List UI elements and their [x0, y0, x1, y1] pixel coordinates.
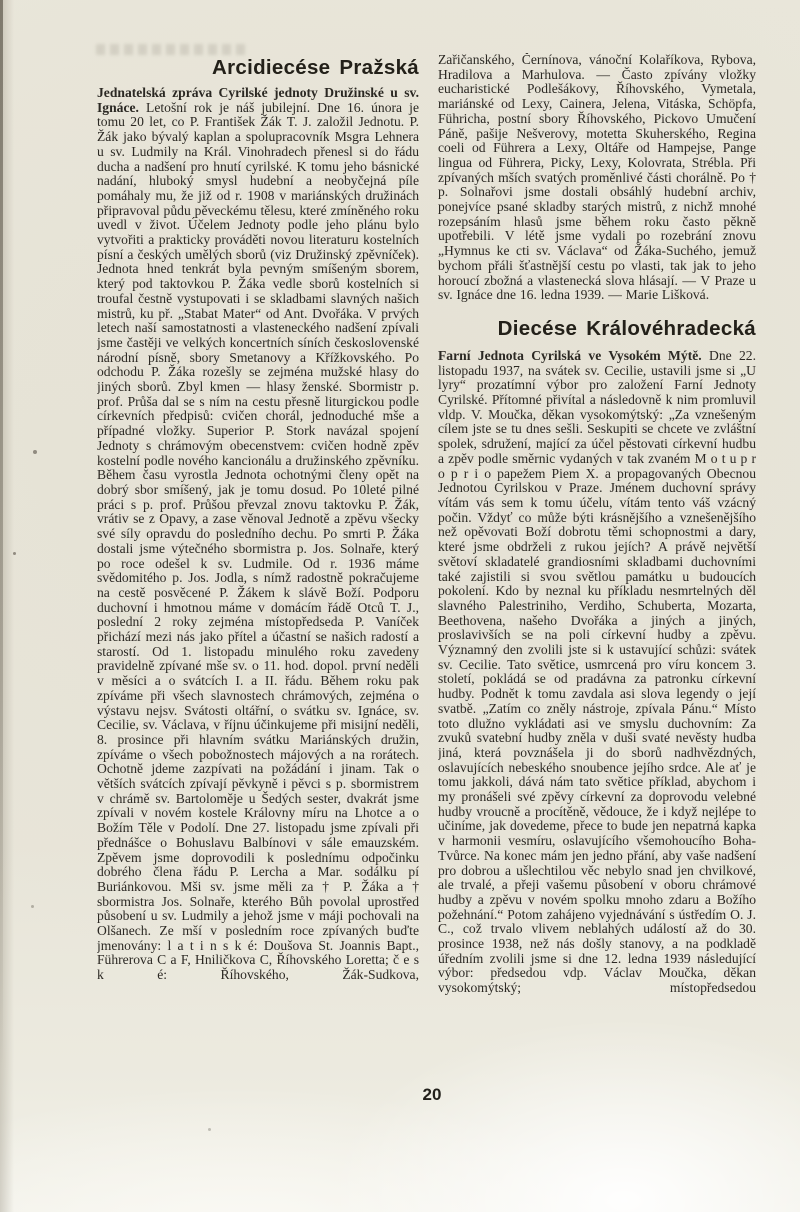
stain-speck [13, 552, 16, 555]
article-vysoke-myto-report [438, 349, 756, 996]
stain-speck [31, 905, 34, 908]
scan-edge-line [0, 0, 3, 1212]
ink-bleedthrough [96, 44, 246, 55]
article-body-text: Dne 22. listopadu 1937, na svátek sv. Cecilie, ustavili jsme si „U lyry“ prozatímní výbor pro založení Farní Jednoty Cyrilské. Přítomné přivítal a následovně k nim promluvil vldp. V. Moučka, děkan vysokomýtský: „Za vznešeným cílem jste se tu dnes sešli. Seskupiti se chcete ve zvláštní spolek, sdružení, mající za účel pěstovati církevní hudbu a zpěv podle směrnic vydaných v tak zvaném M o t u p r o p r i o papežem Piem X. a propagovaných Obecnou Jednotou Cyrilskou v Praze. Jménem duchovní správy vítám vás sem k tomu účelu, vítám tento váš vzácný počin. Vždyť co může býti krásnějšího a vznešenějšího než opěvovati Boží dobrotu těmi schopnostmi a dary, které jsme obdrželi z rukou jejích? A právě největší světoví skladatelé grandiosními skladbami duchovními také zajistili si svou světlou památku u budoucích pokolení. Kdo by neznal ku příkladu nesmrtelných děl slavného Palestriniho, Verdiho, Schuberta, Mozarta, Beethovena, našeho Dvořáka a jiných a jiných, proslavivších se na poli církevní hudby a zpěvu. Významný den zvolili jste si k ustavující schůzi: svátek sv. Cecilie. Tato světice, usmrcená pro víru koncem 3. století, pokládá se od pradávna za patronku církevní hudby. Podnět k tomu zavdala asi slova legendy o její svatbě. „Zatím co zněly nástroje, zpívala Pánu.“ Místo toto dlužno vykládati asi ve smyslu duchovním: Za zvuků svatební hudby zněla v duši svaté nevěsty hudba jiná, která povznášela ji do sborů nadhvězdných, oslavujících nebeského snoubence jejího srdce. Ale ať je tomu jakkoli, dává nám tato světice příklad, abychom i my pronášeli své zpěvy církevní za doprovodu velebné hudby vroucně a procítěně, vědouce, že i když nejlépe to učiníme, jak dovedeme, přece to bude jen nepatrná kapka v harmonii vesmíru, oslavujícího všemohoucího Boha-Tvůrce. Na konec mám jen jedno přání, aby vaše nadšení pro dobrou a ušlechtilou věc nebylo snad jen chvilkové, ale trvalé, a přeji vašemu působení v oboru chrámové hudby a zpěvu v novém spolku mnoho zdaru a Božího požehnání.“ Potom zahájeno vyjednávání s ústředím O. J. C., což trvalo vlivem neblahých událostí až do 30. prosince 1938, než nás došly stanovy, a na podkladě úředním zvolili jsme si dne 12. ledna 1939 následující výbor: předsedou vdp. Václav Moučka, děkan vysokomýtský; místopředsedou [438, 347, 756, 996]
article-lead-bold: Jednatelská zpráva Cyrilské jednoty Družinské u sv. Ignáce. [97, 85, 419, 115]
article-prague-continuation: Zařičanského, Černínova, vánoční Kolaříkova, Rybova, Hradilova a Marhulova. — Často zpívány vložky eucharistické Podlešákovy, Říhovského, Vymetala, mariánské od Lexy, Cainera, Jelena, Vitáska, Schöpfa, Führicha, postní sbory Říhovského, Pickovo Umučení Páně, pašije Nešverovy, motetta Skuherského, Regina coeli od Führera a Lexy, Oltáře od Hampejse, Pange lingua od Führera, Picky, Lexy, Kolovrata, Strébla. Při zpívaných mších svatých proměnlivé části chorálně. Po † p. Solnařovi jsme dostali obsáhlý hudební archiv, ponejvíce psané skladby starých mistrů, z nichž mnohé rozepsáním hlasů jsme během roku často pěkně upotřebili. V létě jsme vydali po rozebrání znovu „Hymnus ke cti sv. Václava“ od Žáka-Suchého, jemuž bychom přáli šťastnější cestu po vlasti, tak jak to jeho horoucí zbožná a vlastenecká slova hlásají. — V Praze u sv. Ignáce dne 16. ledna 1939. — Marie Lišková. [438, 53, 756, 303]
stain-speck [208, 1128, 211, 1131]
section-heading-prague-archdiocese: Arcidiecése Pražská [211, 56, 419, 79]
binding-shadow [0, 0, 14, 1212]
left-column [97, 55, 419, 1081]
section-heading-hradec-diocese: Diecése Královéhradecká [497, 316, 756, 340]
right-column [438, 53, 756, 1081]
article-body-text: Letošní rok je náš jubilejní. Dne 16. února je tomu 20 let, co P. František Žák T. J. založil Jednotu. P. Žák jako bývalý kaplan a spolupracovník Msgra Lehnera u sv. Ludmily na Král. Vinohradech přenesl si do řádu ducha a nadšení pro hnutí cyrilské. K tomu jeho básnické nadání, hluboký smysl hudební a neobyčejná píle pomáhaly mu, že již od r. 1908 v mariánských družinách připravoval půdu pěveckému tělesu, které zmíněného roku uvedl v život. Účelem Jednoty podle jeho plánu bylo vytvořiti a prakticky prováděti novou literaturu kostelních písní a českých umělých sborů (viz Družinský zpěvníček). Jednota hned tenkrát byla pevným smíšeným sborem, který pod taktovkou P. Žáka vedle sborů kostelních si troufal čestně vystupovati i se skladbami slavných našich mistrů, ku př. „Stabat Mater“ od Ant. Dvořáka. V prvých letech naší samostatnosti a vlasteneckého nadšení zpívali jsme častěji ve velkých koncertních síních československé národní písně, sbory Smetanovy a Křížkovského. Po odchodu P. Žáka rozešly se zejména mužské hlasy do jiných sborů. Zbyl kmen — hlasy ženské. Sbormistr p. prof. Průša dal se s ním na cestu přesně liturgickou podle církevních předpisů: cvičen chorál, jednoduché mše a případné vložky. Superior P. Stork navázal spojení Jednoty s chrámovým obecenstvem: cvičen hodně zpěv kostelní podle nového kancionálu a družinského zpěvníku. Během času vyrostla Jednota ochotnými členy opět na dobrý sbor smíšený, jak je tomu dosud. Po 10leté pilné práci s p. prof. Průšou převzal znovu taktovku P. Žák, vrátiv se z Opavy, a zase věnoval Jednotě a zpěvu všecky své síly opravdu do posledního dechu. Po smrti P. Žáka dostali jsme výtečného sbormistra p. Jos. Solnaře, který po roce odešel k sv. Ludmile. Od r. 1936 máme svědomitého p. Jos. Jodla, s nímž radostně pokračujeme na cestě posvěcené P. Žákem k slávě Boží. Podporu duchovní i hmotnou máme v domácím řádě Otců T. J., poslední 2 roky zejména místopředseda P. Vaníček přichází mezi nás jako přítel a účastní se našich radostí a starostí. Od 1. listopadu minulého roku zavedeny pravidelně zpívané mše sv. o 11. hod. dopol. první neděli v měsíci a o svátcích I. a II. řádu. Během roku pak zpíváme při všech slavnostech chrámových, zejména o výstavu nejsv. Svátosti oltářní, o svátku sv. Ignáce, sv. Cecilie, sv. Václava, v říjnu účinkujeme při misijní neděli, 8. prosince při hlavním svátku Mariánských družin, zpíváme o všech pobožnostech májových a na rorátech. Ochotně jdeme zazpívati na požádání i jinam. Tak o větších svátcích zpívají pěvkyně i pěvci s p. sbormistrem v chrámě sv. Bartoloměje u Šedých sester, dvakrát jsme zpívali v novém kostele Královny míru na Lhotce a o Božím Těle v Podolí. Dne 27. listopadu jsme zpívali při přednášce o Bohuslavu Balbínovi v sále emauzském. Zpěvem jsme doprovodili k poslednímu odpočinku dobrého člena řádu P. Lercha a Mar. sodálku pí Buriánkovou. Mši sv. jsme měli za † P. Žáka a † sbormistra Jos. Solnaře, kterého Bůh povolal uprostřed působení u sv. Ludmily a jehož jsme v máji pochovali na Olšanech. Ze mší v posledním roce zpívaných buďte jmenovány: l a t i n s k é: Doušova St. Joannis Bapt., Führerova C a F, Hniličkova C, Říhovského Loretta; č e s k é: Říhovského, Žák-Sudkova, [97, 99, 419, 983]
stain-speck [33, 450, 37, 454]
page-number: 20 [422, 1085, 442, 1104]
article-prague-report [97, 86, 419, 983]
article-lead-bold: Farní Jednota Cyrilská ve Vysokém Mýtě. [438, 347, 702, 363]
